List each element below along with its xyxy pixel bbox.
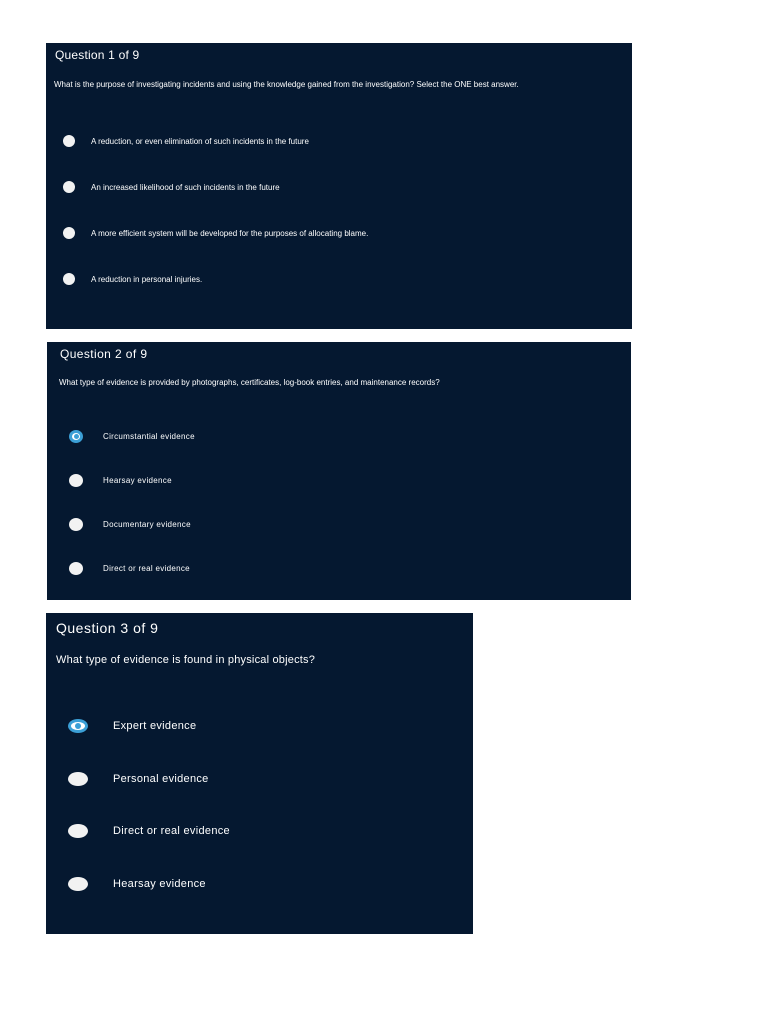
answer-option-label: Personal evidence [113,773,209,785]
radio-button[interactable] [68,824,88,838]
answer-option[interactable] [68,717,196,735]
question-header: Question 1 of 9 [55,48,140,62]
answer-option[interactable] [63,134,309,148]
question-card-3 [46,613,473,934]
answer-option[interactable] [68,770,209,788]
radio-button-selected[interactable] [68,719,88,733]
question-header: Question 3 of 9 [56,620,159,636]
question-card-1 [46,43,632,329]
answer-option[interactable] [68,875,206,893]
answer-option-label: Circumstantial evidence [103,431,195,441]
radio-button[interactable] [63,181,75,193]
radio-button[interactable] [63,135,75,147]
answer-option-label: Expert evidence [113,720,197,732]
question-card-2 [47,342,631,600]
radio-button[interactable] [69,562,83,575]
answer-option-label: Direct or real evidence [103,563,190,573]
answer-option-label: Hearsay evidence [113,878,206,890]
radio-button[interactable] [69,518,83,531]
answer-option-label: A reduction in personal injuries. [91,274,203,284]
answer-option[interactable] [69,429,195,443]
answer-option[interactable] [63,180,280,194]
radio-button[interactable] [63,273,75,285]
radio-button[interactable] [68,877,88,891]
answer-option[interactable] [69,561,190,575]
question-header: Question 2 of 9 [60,347,148,361]
question-text: What type of evidence is found in physical objects? [56,654,316,666]
answer-option-label: An increased likelihood of such incidents in the future [91,182,280,192]
answer-option-label: A reduction, or even elimination of such incidents in the future [91,136,309,146]
answer-option[interactable] [68,822,230,840]
question-text: What type of evidence is provided by photographs, certificates, log-book entries, and maintenance records? [59,378,440,387]
answer-option-label: Documentary evidence [103,519,191,529]
answer-option-label: A more efficient system will be developed for the purposes of allocating blame. [91,228,369,238]
answer-option[interactable] [63,226,368,240]
answer-option[interactable] [69,473,172,487]
answer-option[interactable] [63,272,202,286]
radio-button[interactable] [69,474,83,487]
question-text: What is the purpose of investigating incidents and using the knowledge gained from the investigation? Select the ONE best answer. [54,80,519,89]
answer-option-label: Direct or real evidence [113,825,230,837]
radio-button[interactable] [63,227,75,239]
radio-button-selected[interactable] [69,430,83,443]
answer-option-label: Hearsay evidence [103,475,172,485]
radio-button[interactable] [68,772,88,786]
answer-option[interactable] [69,517,191,531]
